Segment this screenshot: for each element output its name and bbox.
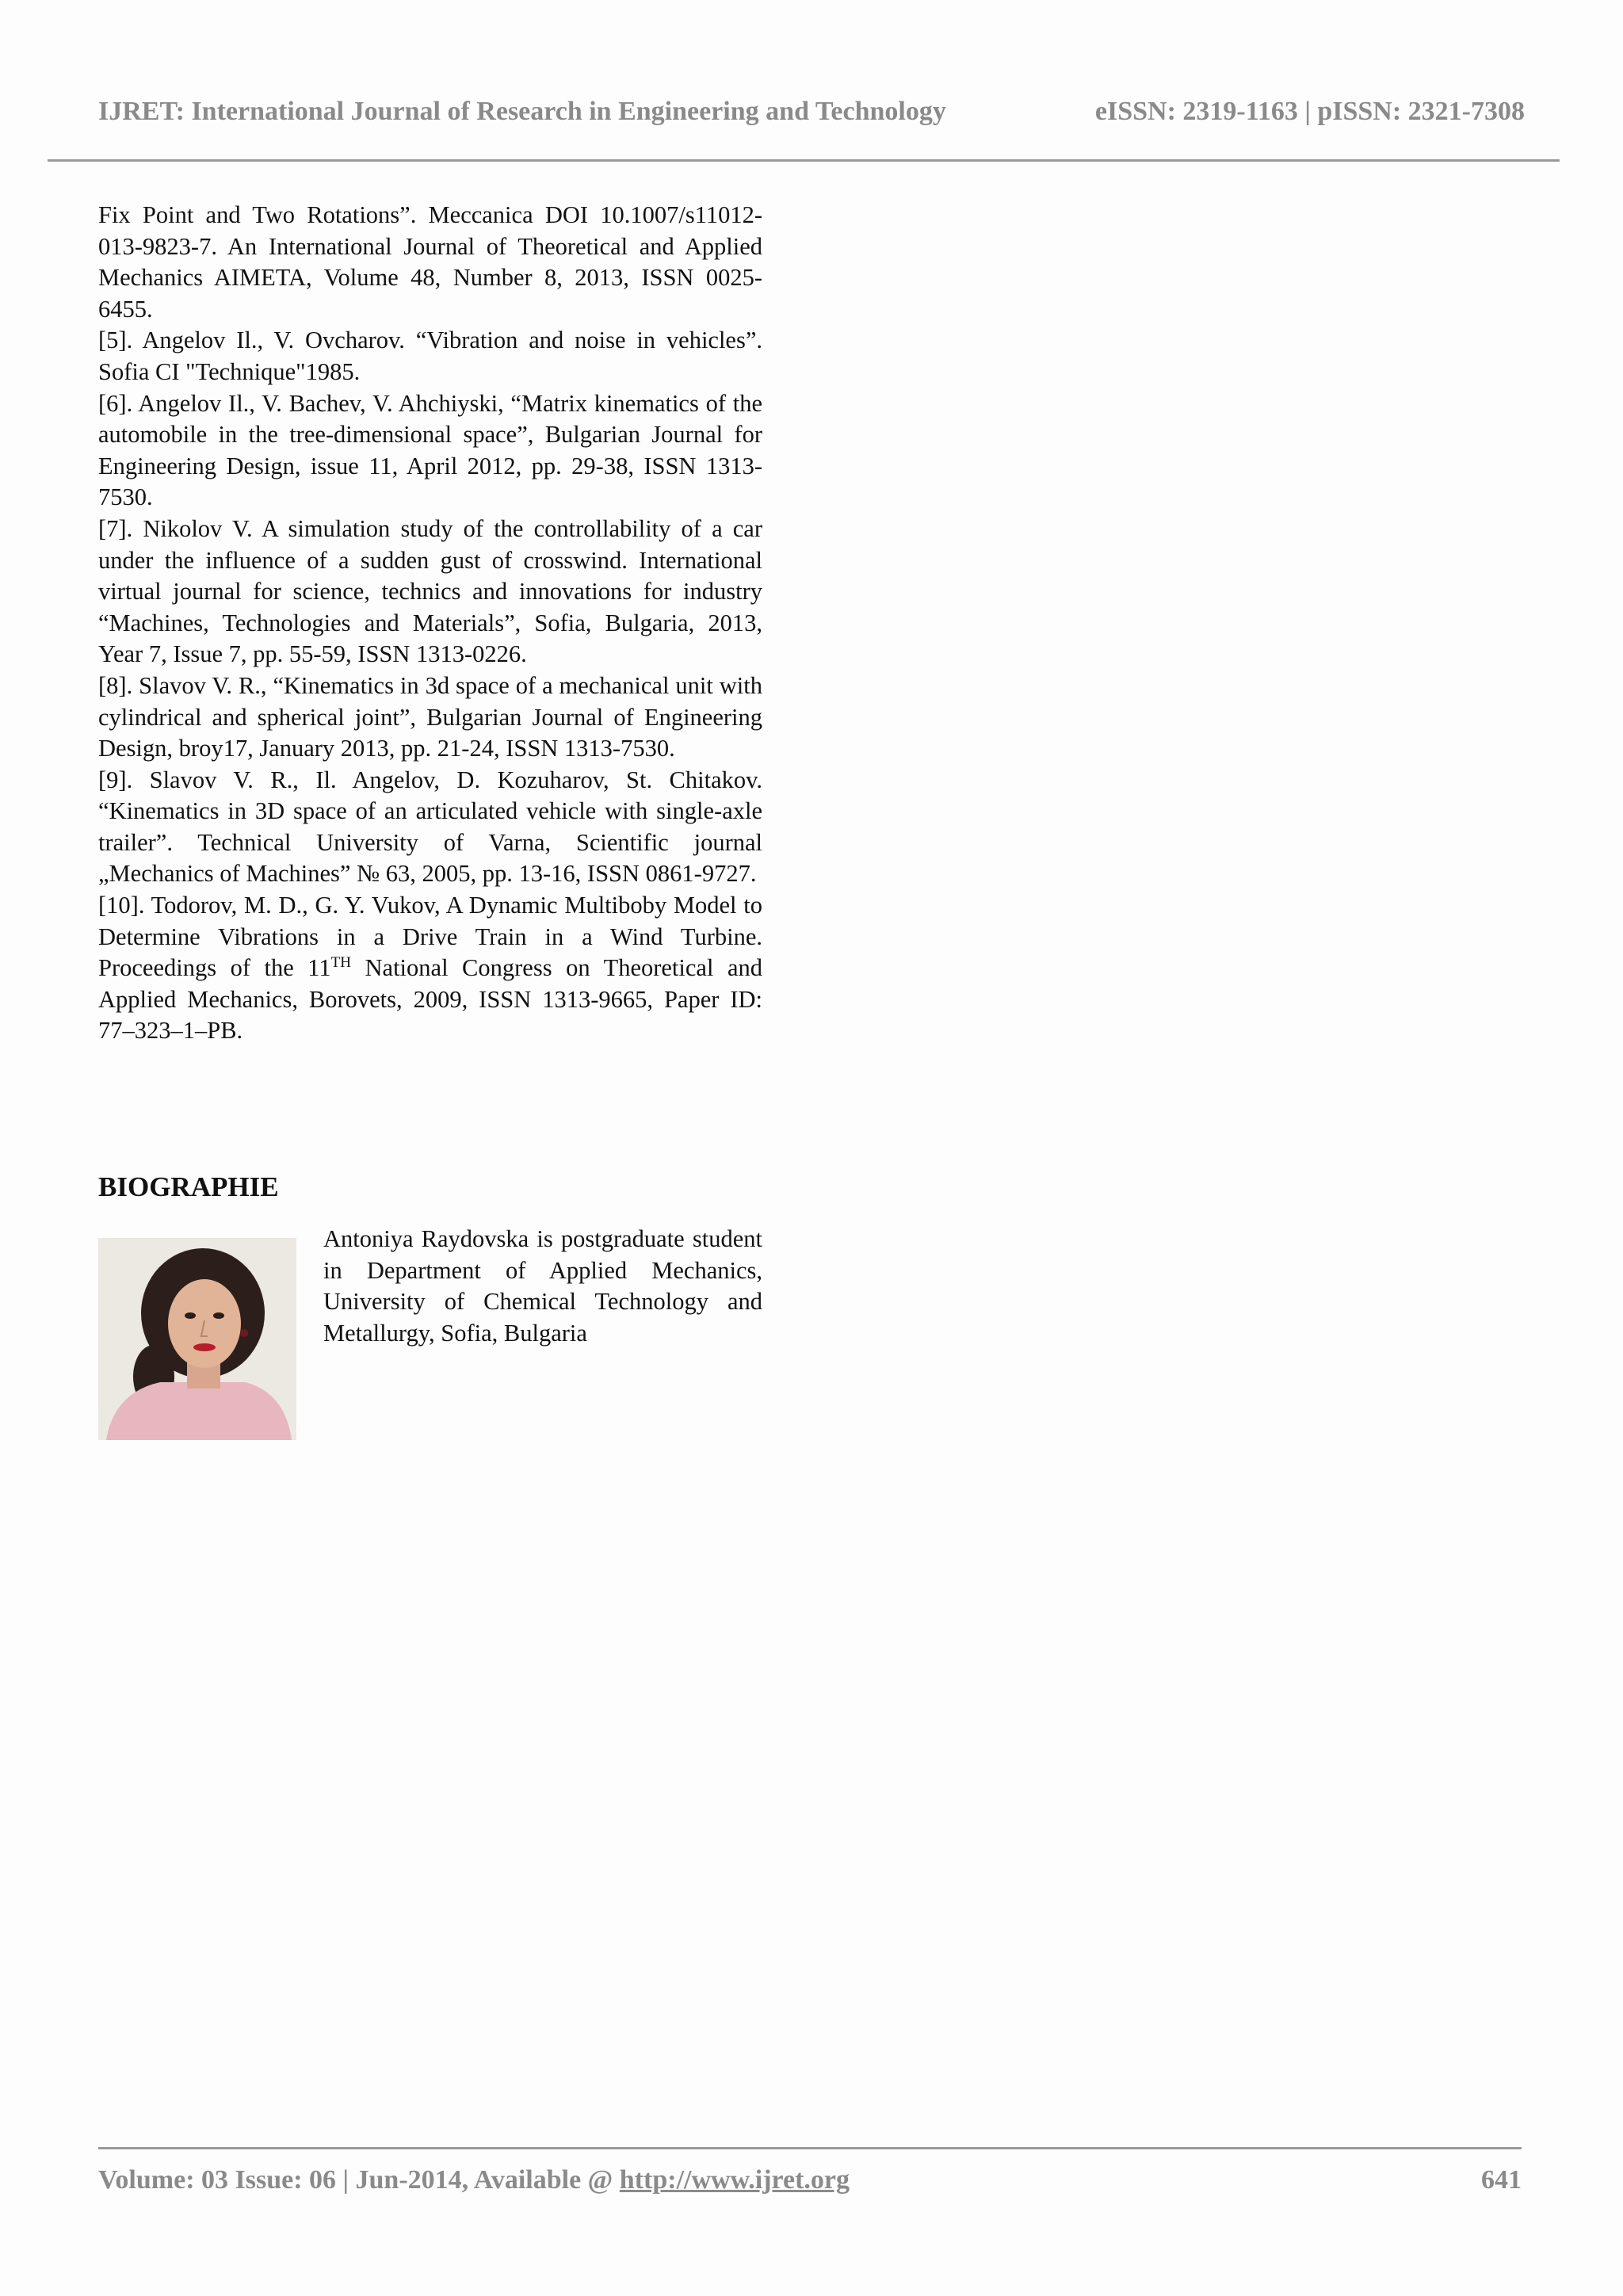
reference-9: [9]. Slavov V. R., Il. Angelov, D. Kozuharov, St. Chitakov. “Kinematics in 3D space of an articulated vehicle with single-axle trailer”. Technical University of Varna, Scientific journal „Mechanics of Machines” № 63, 2005, pp. 13-16, ISSN 0861-9727.	[98, 766, 762, 888]
reference-8: [8]. Slavov V. R., “Kinematics in 3d space of a mechanical unit with cylindrical and spherical joint”, Bulgarian Journal of Engineering Design, broy17, January 2013, pp. 21-24, ISSN 1313-7530.	[98, 671, 762, 762]
reference-10-part-a: [10]. Todorov, M. D., G. Y. Vukov, A Dynamic Multiboby Model to Determine Vibrations in a Drive Train in a Wind Turbine. Proceedings of the 11	[98, 892, 762, 982]
reference-5: [5]. Angelov Il., V. Ovcharov. “Vibration and noise in vehicles”. Sofia CI "Technique"1985.	[98, 327, 762, 385]
biography-text: Antoniya Raydovska is postgraduate student in Department of Applied Mechanics, University of Chemical Technology and Metallurgy, Sofia, Bulgaria	[323, 1225, 762, 1347]
reference-6: [6]. Angelov Il., V. Bachev, V. Ahchiyski, “Matrix kinematics of the automobile in the tree-dimensional space”, Bulgarian Journal for Engineering Design, issue 11, April 2012, pp. 29-38, ISSN 1313-7530.	[98, 389, 762, 511]
reference-10-superscript: TH	[330, 954, 351, 972]
journal-title: IJRET: International Journal of Research in Engineering and Technology	[98, 97, 946, 126]
journal-website-link[interactable]: http://www.ijret.org	[619, 2165, 850, 2195]
reference-7: [7]. Nikolov V. A simulation study of the controllability of a car under the influence of a sudden gust of crosswind. International virtual journal for science, technics and innovations for industry “Machines, Technologies and Materials”, Sofia, Bulgaria, 2013, Year 7, Issue 7, pp. 55-59, ISSN 1313-0226.	[98, 514, 762, 668]
author-photo	[98, 1238, 296, 1440]
footer-volume-info	[98, 2165, 850, 2195]
header-divider	[48, 159, 1560, 162]
running-header	[98, 97, 1525, 127]
page-number: 641	[1481, 2165, 1522, 2195]
issn-info: eISSN: 2319-1163 | pISSN: 2321-7308	[1094, 97, 1525, 126]
references-column	[98, 200, 762, 1047]
reference-10	[98, 890, 762, 1047]
reference-4-continued: Fix Point and Two Rotations”. Meccanica DOI 10.1007/s11012-013-9823-7. An International Journal of Theoretical and Applied Mechanics AIMETA, Volume 48, Number 8, 2013, ISSN 0025-6455.	[98, 201, 762, 323]
running-footer	[98, 2165, 1522, 2195]
biography-heading: BIOGRAPHIE	[98, 1171, 279, 1202]
footer-volume-text: Volume: 03 Issue: 06 | Jun-2014, Available @	[98, 2165, 620, 2195]
reference-10-part-b: National Congress on Theoretical and Applied Mechanics, Borovets, 2009, ISSN 1313-9665, Paper ID: 77–323–1–PB.	[98, 954, 762, 1045]
footer-divider	[98, 2147, 1522, 2149]
